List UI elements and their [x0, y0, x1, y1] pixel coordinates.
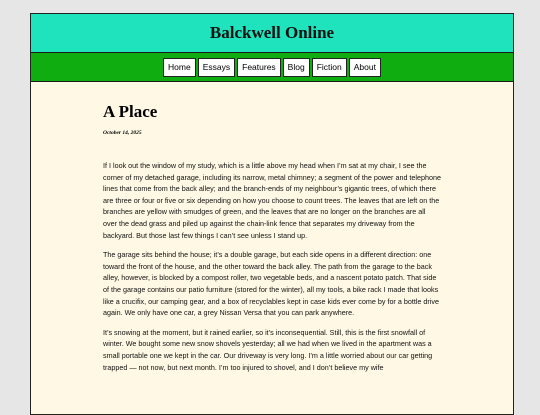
article-paragraph: It’s snowing at the moment, but it rained earlier, so it’s inconsequential. Still, this is the first snowfall of winter. We bought some new snow shovels yesterday; all we had when we lived in the apartment was a small portable one we kept in the car. Our driveway is very long. I’m a little worried about our car getting trapped — not now, but next month. I’m too injured to shovel, and I don’t believe my wife: [103, 327, 433, 372]
nav-link-home[interactable]: Home: [163, 58, 196, 77]
nav-link-blog[interactable]: Blog: [283, 58, 310, 77]
nav-link-essays[interactable]: Essays: [198, 58, 235, 77]
article: [31, 102, 513, 373]
post-date: October 14, 2025: [103, 130, 142, 136]
article-paragraph: The garage sits behind the house; it’s a double garage, but each side opens in a different direction: one toward the front of the house, and the other toward the back alley. The path from the garage to the back alley, however, is blocked by a compost roller, two vegetable beds, and a nascent potato patch. That side of the garage contains our patio furniture (stored for the winter), all my tools, a bike rack I made that looks like a crucifix, our camping gear, and a box of recyclables kept in case kids ever come by for a bottle drive again. We only have one car, a grey Nissan Versa that you can park anywhere.: [103, 250, 439, 318]
main-nav: [31, 53, 513, 82]
page-frame: [30, 13, 514, 415]
nav-link-features[interactable]: Features: [237, 58, 281, 77]
nav-link-about[interactable]: About: [349, 58, 381, 77]
article-paragraph: If I look out the window of my study, which is a little above my head when I’m sat at my chair, I see the corner of my detached garage, including its narrow, metal chimney; a segment of the power and telephone lines that come from the back alley; and the branch-ends of my neighbour’s gigantic trees, of which there are three or four or five or six depending on how you choose to count trees. The leaves that are left on the branches are yellow with smudges of green, and the leaves that are no longer on the branches are all over the dead grass and piled up against the chain-link fence that separates my driveway from the backyard. But those last few things I can’t see unless I stand up.: [103, 161, 442, 240]
site-title[interactable]: Balckwell Online: [209, 23, 335, 42]
nav-link-fiction[interactable]: Fiction: [312, 58, 347, 77]
site-header: [31, 14, 513, 53]
post-title: A Place: [103, 102, 158, 121]
